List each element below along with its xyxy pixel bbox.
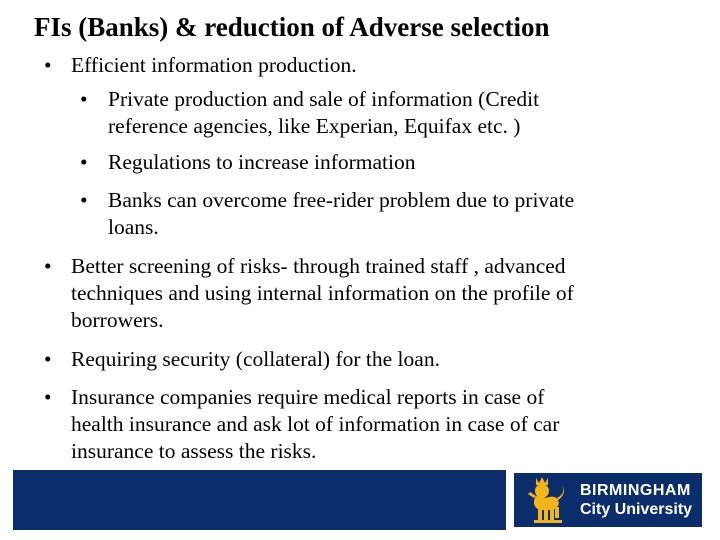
bullet-item: Efficient information production. xyxy=(71,53,357,77)
bullet-item: Insurance companies require medical reports in case of health insurance and ask lot of information in case of car insurance to assess the risks. xyxy=(71,385,560,463)
bullet-marker: • xyxy=(44,53,52,77)
bullet-marker: • xyxy=(44,254,52,278)
bullet-item: Better screening of risks- through trained staff , advanced techniques and using internal information on the profile of borrowers. xyxy=(71,254,574,332)
bullet-marker: • xyxy=(80,150,88,174)
slide-title: FIs (Banks) & reduction of Adverse selection xyxy=(34,12,550,42)
bullet-marker: • xyxy=(44,347,52,371)
bullet-item: Requiring security (collateral) for the loan. xyxy=(71,347,440,371)
bullet-item: Regulations to increase information xyxy=(108,150,416,174)
logo-text-city-university: City University xyxy=(580,501,693,518)
bullet-marker: • xyxy=(80,87,88,111)
bullet-marker: • xyxy=(44,385,52,409)
bullet-marker: • xyxy=(80,188,88,212)
bullet-item: Banks can overcome free-rider problem due to private loans. xyxy=(108,188,575,239)
logo-text-birmingham: BIRMINGHAM xyxy=(580,482,691,499)
bullet-item: Private production and sale of information (Credit reference agencies, like Experian, Equifax etc. ) xyxy=(108,87,540,138)
lion-icon xyxy=(522,474,574,526)
